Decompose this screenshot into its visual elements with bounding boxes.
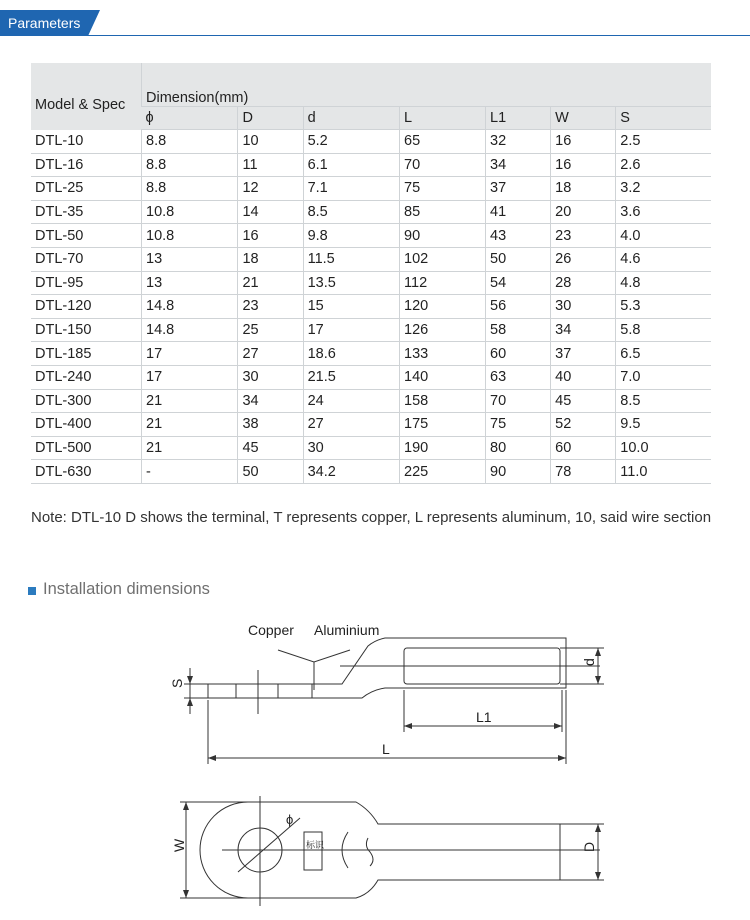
model-cell: DTL-50 <box>31 224 142 248</box>
value-cell: 190 <box>400 436 486 460</box>
value-cell: 8.5 <box>616 389 711 413</box>
model-cell: DTL-240 <box>31 365 142 389</box>
value-cell: 50 <box>238 460 303 484</box>
value-cell: 23 <box>551 224 616 248</box>
value-cell: 60 <box>486 342 551 366</box>
value-cell: 78 <box>551 460 616 484</box>
value-cell: 8.5 <box>303 200 399 224</box>
value-cell: 140 <box>400 365 486 389</box>
value-cell: 18.6 <box>303 342 399 366</box>
copper-label: Copper <box>248 622 294 638</box>
section-header <box>0 0 750 42</box>
value-cell: 133 <box>400 342 486 366</box>
model-cell: DTL-10 <box>31 130 142 154</box>
table-row <box>31 130 711 154</box>
table-row <box>31 200 711 224</box>
value-cell: 15 <box>303 295 399 319</box>
value-cell: 158 <box>400 389 486 413</box>
value-cell: 54 <box>486 271 551 295</box>
model-cell: DTL-95 <box>31 271 142 295</box>
value-cell: 10 <box>238 130 303 154</box>
value-cell: - <box>142 460 238 484</box>
value-cell: 4.6 <box>616 247 711 271</box>
value-cell: 16 <box>551 153 616 177</box>
dimension-header: Dimension(mm) <box>142 63 712 107</box>
table-body <box>31 130 711 484</box>
value-cell: 85 <box>400 200 486 224</box>
parameters-tab <box>0 10 88 36</box>
model-cell: DTL-185 <box>31 342 142 366</box>
value-cell: 13.5 <box>303 271 399 295</box>
value-cell: 18 <box>238 247 303 271</box>
value-cell: 21 <box>142 413 238 437</box>
note-text: Note: DTL-10 D shows the terminal, T represents copper, L represents aluminum, 10, said wire section <box>31 509 712 526</box>
table-row <box>31 224 711 248</box>
installation-diagram <box>0 610 750 920</box>
value-cell: 65 <box>400 130 486 154</box>
value-cell: 90 <box>400 224 486 248</box>
value-cell: 16 <box>551 130 616 154</box>
model-cell: DTL-35 <box>31 200 142 224</box>
bullet-square-icon <box>28 587 36 595</box>
column-header: S <box>616 107 711 130</box>
column-header: d <box>303 107 399 130</box>
value-cell: 18 <box>551 177 616 201</box>
value-cell: 43 <box>486 224 551 248</box>
value-cell: 3.6 <box>616 200 711 224</box>
d-label: d <box>581 658 597 666</box>
model-spec-header: Model & Spec <box>31 63 142 130</box>
value-cell: 5.3 <box>616 295 711 319</box>
header-divider <box>0 35 750 36</box>
value-cell: 17 <box>142 365 238 389</box>
value-cell: 11 <box>238 153 303 177</box>
value-cell: 34 <box>486 153 551 177</box>
spec-table <box>31 63 711 484</box>
value-cell: 30 <box>238 365 303 389</box>
value-cell: 10.0 <box>616 436 711 460</box>
value-cell: 2.6 <box>616 153 711 177</box>
value-cell: 24 <box>303 389 399 413</box>
model-cell: DTL-500 <box>31 436 142 460</box>
value-cell: 17 <box>303 318 399 342</box>
value-cell: 21 <box>142 436 238 460</box>
value-cell: 25 <box>238 318 303 342</box>
value-cell: 8.8 <box>142 177 238 201</box>
table-row <box>31 460 711 484</box>
aluminium-label: Aluminium <box>314 622 380 638</box>
value-cell: 4.8 <box>616 271 711 295</box>
value-cell: 9.5 <box>616 413 711 437</box>
table-row <box>31 295 711 319</box>
table-row <box>31 318 711 342</box>
value-cell: 11.5 <box>303 247 399 271</box>
value-cell: 17 <box>142 342 238 366</box>
value-cell: 75 <box>400 177 486 201</box>
value-cell: 7.1 <box>303 177 399 201</box>
w-label: W <box>171 838 187 852</box>
s-label: S <box>169 678 185 688</box>
model-cell: DTL-70 <box>31 247 142 271</box>
value-cell: 225 <box>400 460 486 484</box>
value-cell: 14.8 <box>142 318 238 342</box>
value-cell: 5.2 <box>303 130 399 154</box>
value-cell: 10.8 <box>142 200 238 224</box>
value-cell: 60 <box>551 436 616 460</box>
model-cell: DTL-25 <box>31 177 142 201</box>
value-cell: 58 <box>486 318 551 342</box>
value-cell: 63 <box>486 365 551 389</box>
value-cell: 13 <box>142 271 238 295</box>
value-cell: 12 <box>238 177 303 201</box>
table-row <box>31 365 711 389</box>
value-cell: 75 <box>486 413 551 437</box>
value-cell: 14.8 <box>142 295 238 319</box>
value-cell: 21.5 <box>303 365 399 389</box>
value-cell: 30 <box>551 295 616 319</box>
value-cell: 4.0 <box>616 224 711 248</box>
value-cell: 34 <box>238 389 303 413</box>
stamp-label: 标识 <box>306 840 325 850</box>
value-cell: 30 <box>303 436 399 460</box>
column-header: W <box>551 107 616 130</box>
value-cell: 21 <box>142 389 238 413</box>
table-row <box>31 153 711 177</box>
value-cell: 32 <box>486 130 551 154</box>
value-cell: 16 <box>238 224 303 248</box>
value-cell: 45 <box>238 436 303 460</box>
l1-label: L1 <box>476 709 492 725</box>
model-cell: DTL-120 <box>31 295 142 319</box>
value-cell: 2.5 <box>616 130 711 154</box>
value-cell: 38 <box>238 413 303 437</box>
value-cell: 27 <box>238 342 303 366</box>
value-cell: 52 <box>551 413 616 437</box>
value-cell: 21 <box>238 271 303 295</box>
column-header: D <box>238 107 303 130</box>
table-row <box>31 389 711 413</box>
value-cell: 56 <box>486 295 551 319</box>
model-cell: DTL-630 <box>31 460 142 484</box>
value-cell: 27 <box>303 413 399 437</box>
value-cell: 126 <box>400 318 486 342</box>
value-cell: 90 <box>486 460 551 484</box>
column-header: L1 <box>486 107 551 130</box>
value-cell: 34 <box>551 318 616 342</box>
value-cell: 9.8 <box>303 224 399 248</box>
value-cell: 5.8 <box>616 318 711 342</box>
value-cell: 26 <box>551 247 616 271</box>
value-cell: 10.8 <box>142 224 238 248</box>
value-cell: 7.0 <box>616 365 711 389</box>
value-cell: 20 <box>551 200 616 224</box>
table-row <box>31 436 711 460</box>
value-cell: 13 <box>142 247 238 271</box>
value-cell: 37 <box>486 177 551 201</box>
value-cell: 120 <box>400 295 486 319</box>
installation-title: Installation dimensions <box>43 580 210 598</box>
value-cell: 8.8 <box>142 153 238 177</box>
value-cell: 70 <box>486 389 551 413</box>
table-row <box>31 413 711 437</box>
value-cell: 11.0 <box>616 460 711 484</box>
value-cell: 102 <box>400 247 486 271</box>
value-cell: 37 <box>551 342 616 366</box>
value-cell: 50 <box>486 247 551 271</box>
value-cell: 6.1 <box>303 153 399 177</box>
table-header-row <box>31 63 711 107</box>
value-cell: 14 <box>238 200 303 224</box>
model-cell: DTL-300 <box>31 389 142 413</box>
table-row <box>31 271 711 295</box>
value-cell: 23 <box>238 295 303 319</box>
value-cell: 34.2 <box>303 460 399 484</box>
value-cell: 3.2 <box>616 177 711 201</box>
value-cell: 40 <box>551 365 616 389</box>
l-label: L <box>382 741 390 757</box>
table-row <box>31 342 711 366</box>
value-cell: 175 <box>400 413 486 437</box>
value-cell: 28 <box>551 271 616 295</box>
value-cell: 6.5 <box>616 342 711 366</box>
table-row <box>31 247 711 271</box>
column-header: L <box>400 107 486 130</box>
terminal-side-view <box>208 638 566 698</box>
big-d-label: D <box>581 841 597 852</box>
model-cell: DTL-400 <box>31 413 142 437</box>
column-header: ϕ <box>142 107 238 130</box>
value-cell: 8.8 <box>142 130 238 154</box>
phi-label: ϕ <box>286 812 294 827</box>
value-cell: 45 <box>551 389 616 413</box>
parameters-tab-label: Parameters <box>8 15 81 31</box>
table-row <box>31 177 711 201</box>
value-cell: 80 <box>486 436 551 460</box>
value-cell: 112 <box>400 271 486 295</box>
model-cell: DTL-150 <box>31 318 142 342</box>
model-cell: DTL-16 <box>31 153 142 177</box>
value-cell: 70 <box>400 153 486 177</box>
value-cell: 41 <box>486 200 551 224</box>
